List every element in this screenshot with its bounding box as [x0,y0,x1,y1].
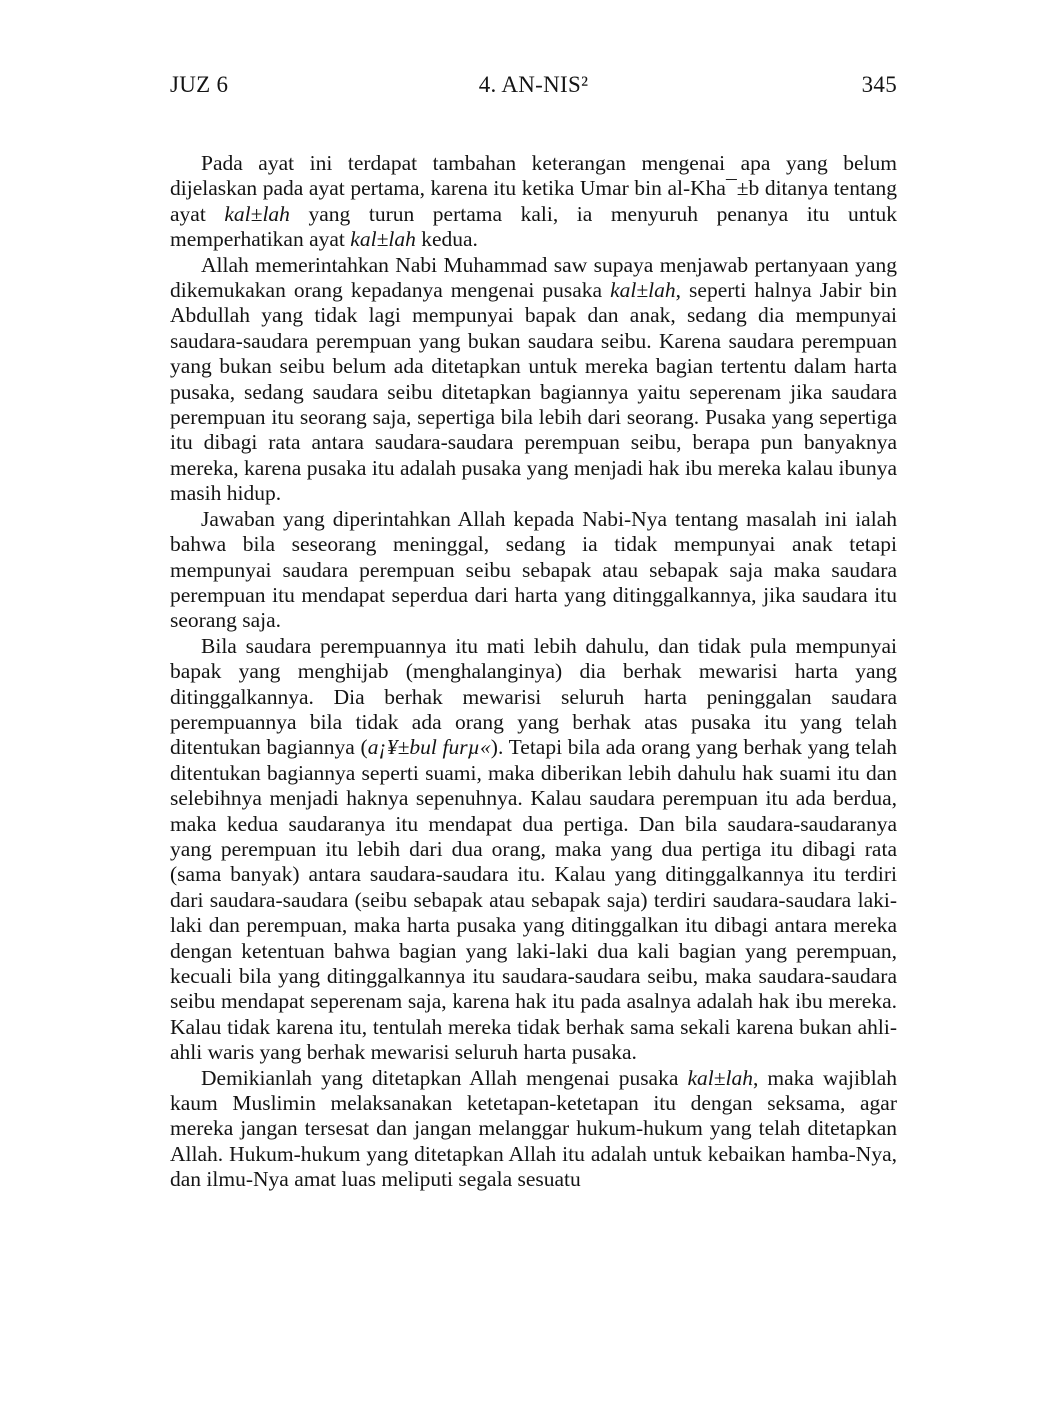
text-run: Pada ayat ini terdapat tambahan keterangan mengenai apa yang belum dijelaskan pada ayat pertama, karena itu ketika Umar bin al-Kha¯±b ditanya tentang ayat [170,151,897,226]
paragraph [170,507,897,634]
text-run: Bila saudara perempuannya itu mati lebih dahulu, dan tidak pula mempunyai bapak yang menghijab (menghalanginya) dia berhak mewarisi harta yang ditinggalkannya. Dia berhak mewarisi seluruh harta peninggalan saudara perempuannya bila tidak ada orang yang berhak atas pusaka itu yang telah ditentukan bagiannya ( [170,633,897,760]
paragraph [170,151,897,253]
text-run: yang turun pertama kali, ia menyuruh penanya itu untuk memperhatikan ayat [170,201,897,252]
italic-term: kal±lah [687,1065,753,1090]
text-run: Jawaban yang diperintahkan Allah kepada Nabi-Nya tentang masalah ini ialah bahwa bila seseorang meninggal, sedang ia tidak mempunyai anak tetapi mempunyai saudara perempuan seibu sebapak atau sebapak saja maka saudara perempuan itu mendapat seperdua dari harta yang ditinggalkannya, jika saudara itu seorang saja. [170,506,897,633]
paragraph [170,634,897,1066]
italic-term: kal±lah [224,201,290,226]
italic-term: kal±lah [610,278,676,303]
text-run: , seperti halnya Jabir bin Abdullah yang tidak lagi mempunyai bapak dan anak, sedang dia mempunyai saudara-saudara perempuan yang bukan saudara seibu. Karena saudara perempuan yang bukan seibu belum ada ditetapkan untuk mereka bagian tertentu dalam harta pusaka, sedang saudara seibu ditetapkan bagiannya yaitu seperenam jika saudara perempuan itu seorang saja, sepertiga bila lebih dari seorang. Pusaka yang sepertiga itu dibagi rata antara saudara-saudara perempuan seibu, berapa pun banyaknya mereka, karena pusaka itu adalah pusaka yang menjadi hak ibu mereka kalau ibunya masih hidup. [170,278,897,506]
text-run: ). Tetapi bila ada orang yang berhak yang telah ditentukan bagiannya seperti suami, maka diberikan lebih dahulu hak suami itu dan selebihnya menjadi haknya sepenuhnya. Kalau saudara perempuan itu ada berdua, maka kedua saudaranya itu mendapat dua pertiga. Dan bila saudara-saudaranya yang perempuan itu lebih dari dua orang, maka yang dua pertiga itu dibagi rata (sama banyak) antara saudara-saudara itu. Kalau yang ditinggalkannya itu terdiri dari saudara-saudara (seibu sebapak atau sebapak saja) terdiri saudara-saudara laki-laki dan perempuan, maka harta pusaka yang ditinggalkan itu dibagi antara mereka dengan ketentuan bahwa bagian yang laki-laki dua kali bagian yang perempuan, kecuali bila yang ditinggalkannya itu saudara-saudara seibu, maka saudara-saudara seibu mendapat seperenam saja, karena hak itu pada asalnya adalah hak ibu mereka. Kalau tidak karena itu, tentulah mereka tidak berhak sama sekali karena bukan ahli-ahli waris yang berhak mewarisi seluruh harta pusaka. [170,735,897,1065]
text-run: Demikianlah yang ditetapkan Allah mengenai pusaka [201,1065,688,1090]
text-run: kedua. [415,227,478,252]
text-run: , maka wajiblah kaum Muslimin melaksanakan ketetapan-ketetapan itu dengan seksama, agar mereka jangan tersesat dan jangan melanggar hukum-hukum yang telah ditetapkan Allah. Hukum-hukum yang ditetapkan Allah itu adalah untuk kebaikan hamba-Nya, dan ilmu-Nya amat luas meliputi segala sesuatu [170,1065,898,1192]
page-number: 345 [861,72,897,97]
surah-title: 4. AN-NIS² [478,72,589,97]
juz-label: JUZ 6 [170,72,229,97]
page-body [170,151,897,1193]
text-run: Allah memerintahkan Nabi Muhammad saw supaya menjawab pertanyaan yang dikemukakan orang kepadanya mengenai pusaka [170,252,897,303]
page-header [170,72,897,98]
italic-term: kal±lah [350,227,416,252]
italic-term: a¡¥±bul furµ« [367,735,491,760]
paragraph [170,1066,897,1193]
paragraph [170,253,897,507]
